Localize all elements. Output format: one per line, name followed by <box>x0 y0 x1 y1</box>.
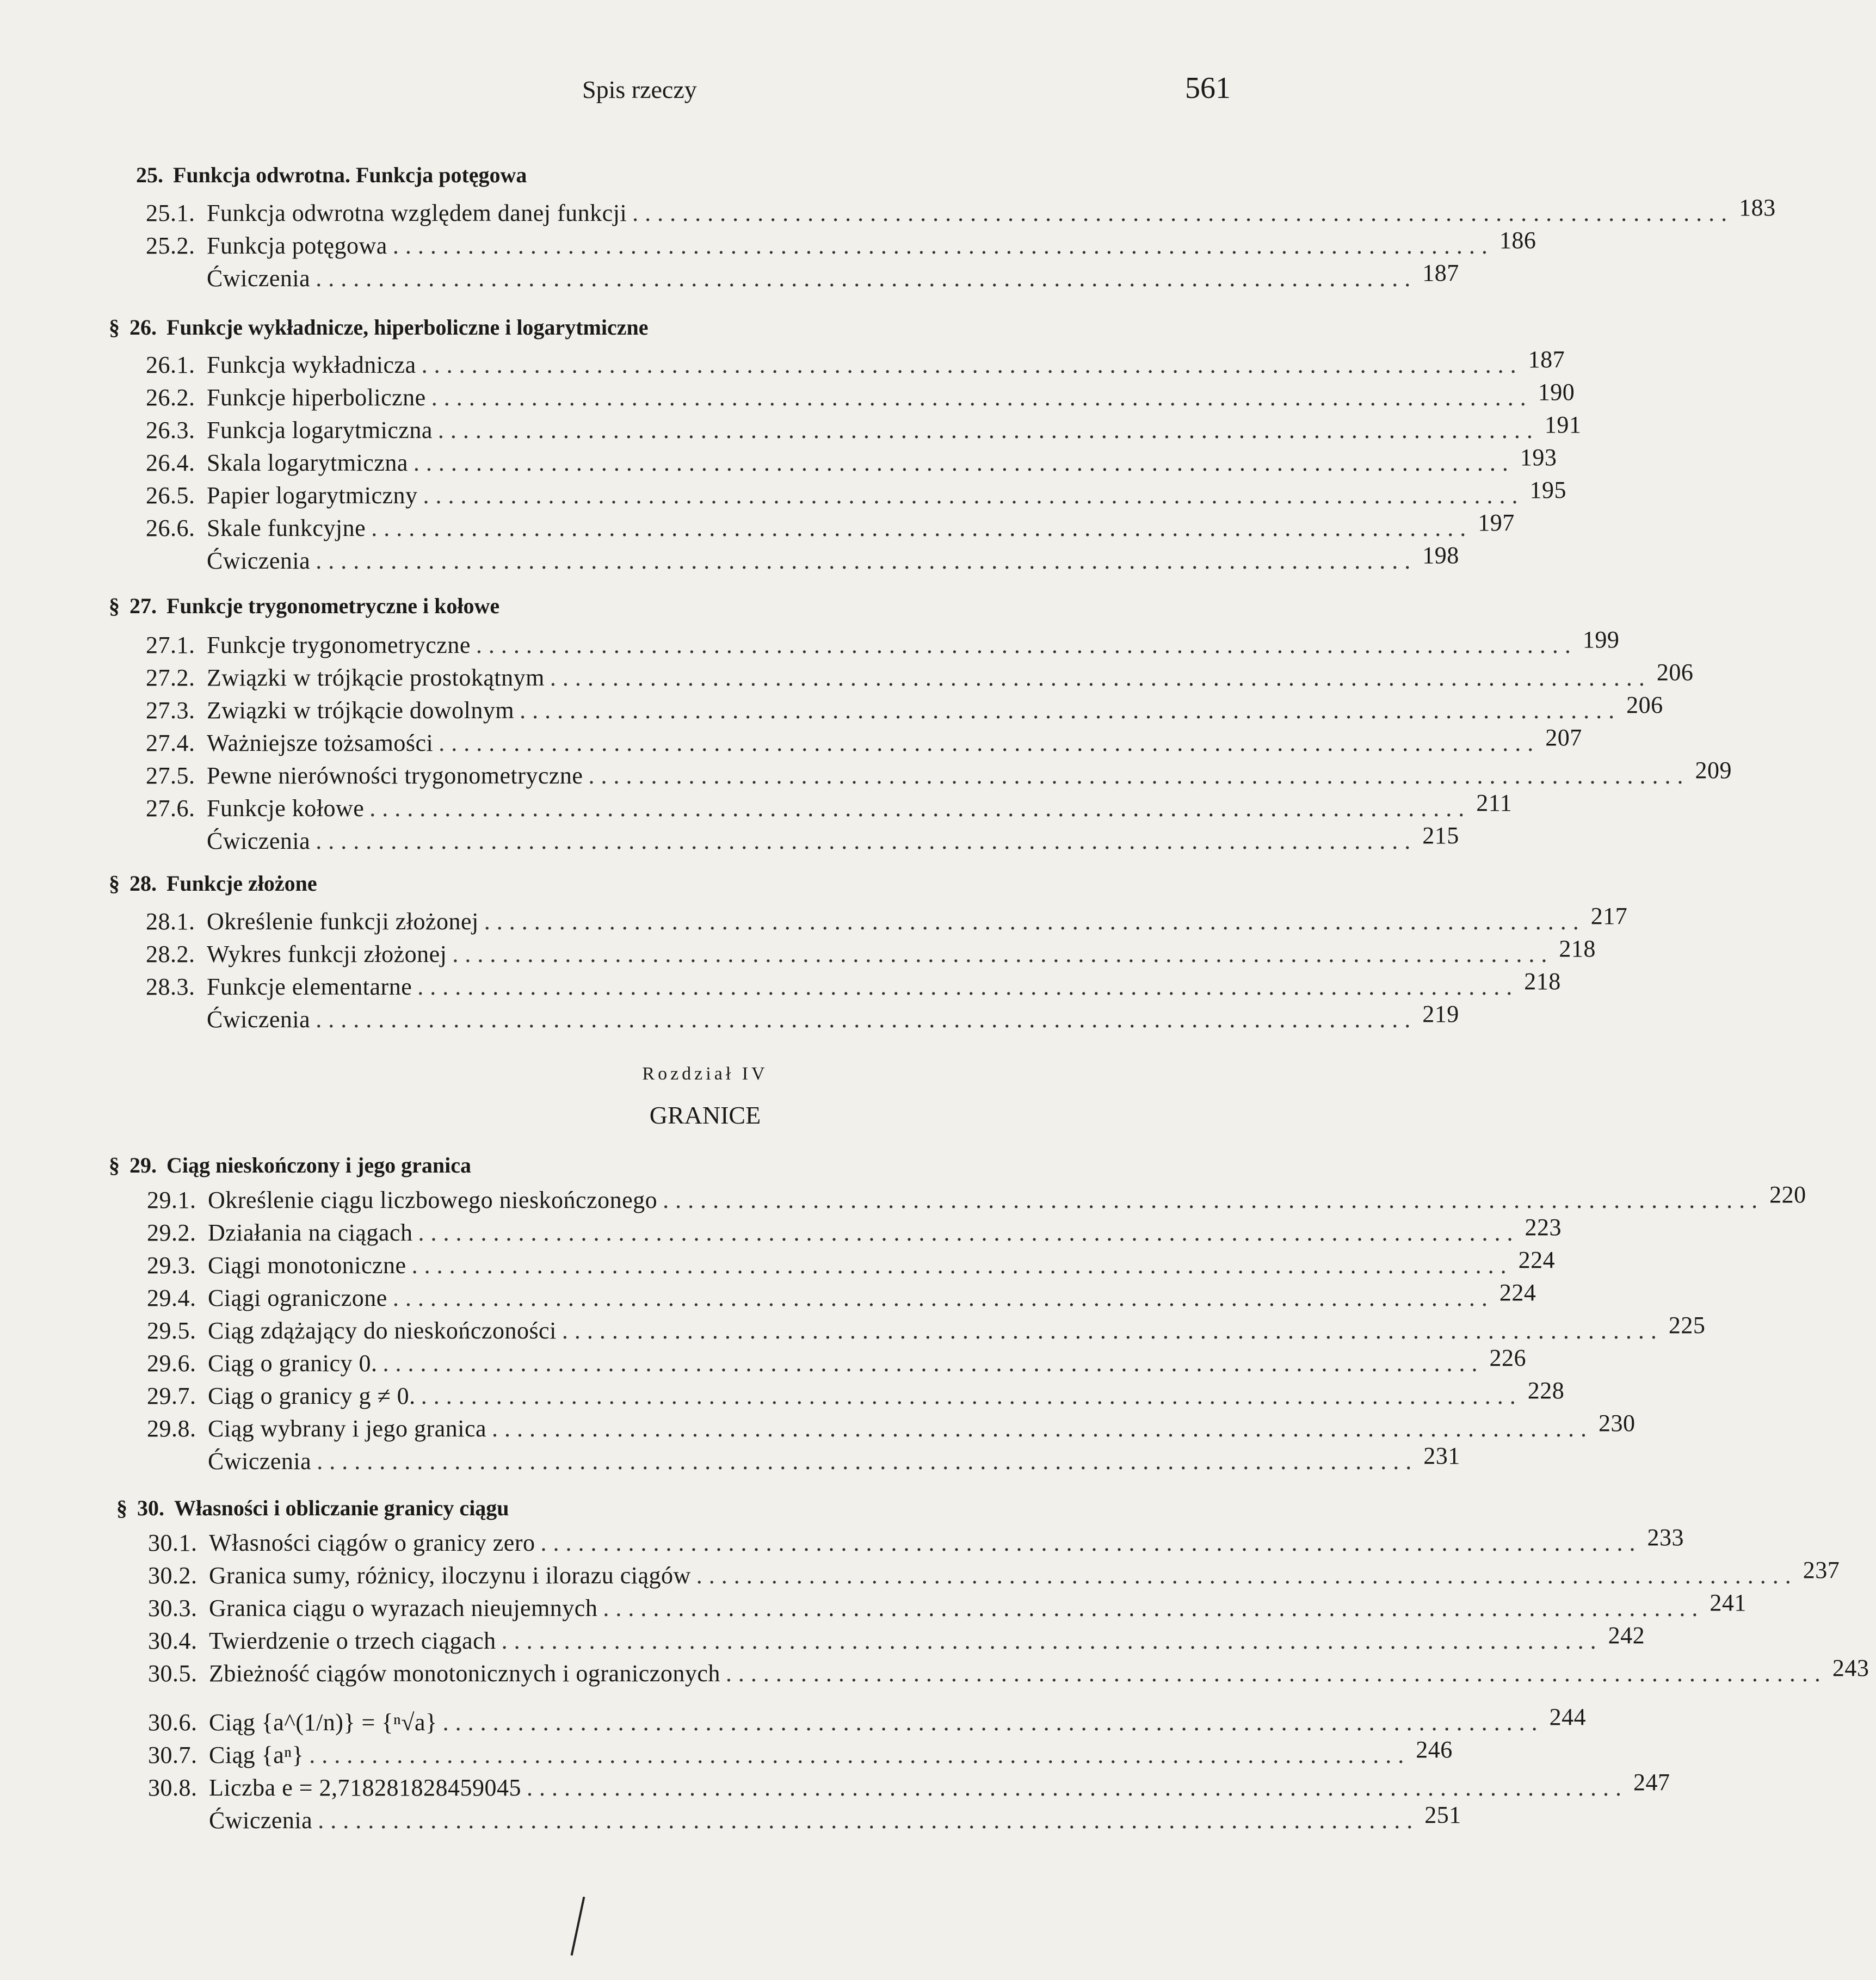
toc-entry: 25.2. Funkcja potęgowa ........................................................................................ 186 <box>146 227 1536 259</box>
toc-entry: Ćwiczenia ........................................................................................ 251 <box>209 1802 1461 1834</box>
toc-entry: 29.6. Ciąg o granicy 0. ........................................................................................ 226 <box>147 1344 1527 1377</box>
toc-entry: 30.3. Granica ciągu o wyrazach nieujemnych ........................................................................................ 241 <box>148 1589 1747 1621</box>
toc-entry: 29.8. Ciąg wybrany i jego granica ........................................................................................ 230 <box>147 1410 1636 1442</box>
toc-entry: Ćwiczenia ........................................................................................ 187 <box>207 260 1459 292</box>
toc-entry: 30.6. Ciąg {a^(1/n)} = {ⁿ√a} ........................................................................................ 244 <box>148 1704 1587 1736</box>
toc-entry: Ćwiczenia ........................................................................................ 231 <box>208 1442 1460 1475</box>
toc-entry: 27.5. Pewne nierówności trygonometryczne ........................................................................................ 209 <box>146 757 1732 789</box>
section-heading: § 27. Funkcje trygonometryczne i kołowe <box>109 594 500 618</box>
toc-entry: Ćwiczenia ........................................................................................ 219 <box>207 1001 1459 1033</box>
section-heading: § 28. Funkcje złożone <box>109 871 317 896</box>
toc-entry: 27.2. Związki w trójkącie prostokątnym ........................................................................................ 206 <box>146 659 1694 691</box>
toc-entry: 30.5. Zbieżność ciągów monotonicznych i ograniczonych ........................................................................................ 243 <box>148 1655 1869 1687</box>
toc-entry: 26.5. Papier logarytmiczny ........................................................................................ 195 <box>146 477 1567 509</box>
toc-entry: 29.2. Działania na ciągach ........................................................................................ 223 <box>147 1214 1562 1246</box>
section-heading: § 30. Własności i obliczanie granicy ciągu <box>116 1496 509 1520</box>
toc-entry: 29.7. Ciąg o granicy g ≠ 0. ........................................................................................ 228 <box>147 1377 1565 1409</box>
page-number: 561 <box>1185 71 1231 105</box>
toc-entry: 30.2. Granica sumy, różnicy, iloczynu i ilorazu ciągów ........................................................................................ 237 <box>148 1557 1840 1589</box>
toc-entry: 28.1. Określenie funkcji złożonej ........................................................................................ 217 <box>146 903 1628 935</box>
toc-entry: 29.4. Ciągi ograniczone ........................................................................................ 224 <box>147 1279 1536 1311</box>
running-head: Spis rzeczy <box>582 76 697 103</box>
toc-entry: 30.7. Ciąg {aⁿ} ........................................................................................ 246 <box>148 1736 1453 1768</box>
toc-entry: 26.1. Funkcja wykładnicza ........................................................................................ 187 <box>146 346 1565 378</box>
toc-entry: 26.4. Skala logarytmiczna ........................................................................................ 193 <box>146 444 1557 476</box>
toc-entry: 30.1. Własności ciągów o granicy zero ........................................................................................ 233 <box>148 1524 1684 1556</box>
toc-entry: 26.6. Skale funkcyjne ........................................................................................ 197 <box>146 509 1515 541</box>
toc-entry: 27.1. Funkcje trygonometryczne ........................................................................................ 199 <box>146 626 1620 658</box>
toc-entry: 29.5. Ciąg zdążający do nieskończoności ........................................................................................ 225 <box>147 1312 1706 1344</box>
toc-entry: 26.3. Funkcja logarytmiczna ........................................................................................ 191 <box>146 411 1582 443</box>
chapter-label: Rozdział IV <box>642 1064 768 1084</box>
toc-entry: 26.2. Funkcje hiperboliczne ........................................................................................ 190 <box>146 379 1575 411</box>
toc-entry: 25.1. Funkcja odwrotna względem danej funkcji ........................................................................................ 183 <box>146 194 1776 226</box>
chapter-title: GRANICE <box>649 1101 761 1129</box>
toc-entry: Ćwiczenia ........................................................................................ 215 <box>207 822 1459 854</box>
toc-entry: 28.2. Wykres funkcji złożonej ........................................................................................ 218 <box>146 935 1596 967</box>
toc-entry: 29.1. Określenie ciągu liczbowego nieskończonego ........................................................................................ 220 <box>147 1181 1806 1213</box>
section-heading: § 29. Ciąg nieskończony i jego granica <box>109 1153 471 1177</box>
toc-entry: 30.4. Twierdzenie o trzech ciągach ........................................................................................ 242 <box>148 1622 1645 1654</box>
toc-entry: 29.3. Ciągi monotoniczne ........................................................................................ 224 <box>147 1247 1556 1279</box>
toc-entry: 30.8. Liczba e = 2,718281828459045 ........................................................................................ 247 <box>148 1769 1670 1801</box>
section-heading: § 26. Funkcje wykładnicze, hiperboliczne i logarytmiczne <box>109 315 649 340</box>
toc-entry: 28.3. Funkcje elementarne ........................................................................................ 218 <box>146 968 1561 1000</box>
toc-entry: 27.6. Funkcje kołowe ........................................................................................ 211 <box>146 789 1513 822</box>
toc-entry: Ćwiczenia ........................................................................................ 198 <box>207 542 1459 574</box>
toc-entry: 27.4. Ważniejsze tożsamości ........................................................................................ 207 <box>146 724 1582 756</box>
pen-mark <box>571 1897 585 1956</box>
toc-entry: 27.3. Związki w trójkącie dowolnym ........................................................................................ 206 <box>146 692 1663 724</box>
section-heading: 25. Funkcja odwrotna. Funkcja potęgowa <box>136 163 527 187</box>
